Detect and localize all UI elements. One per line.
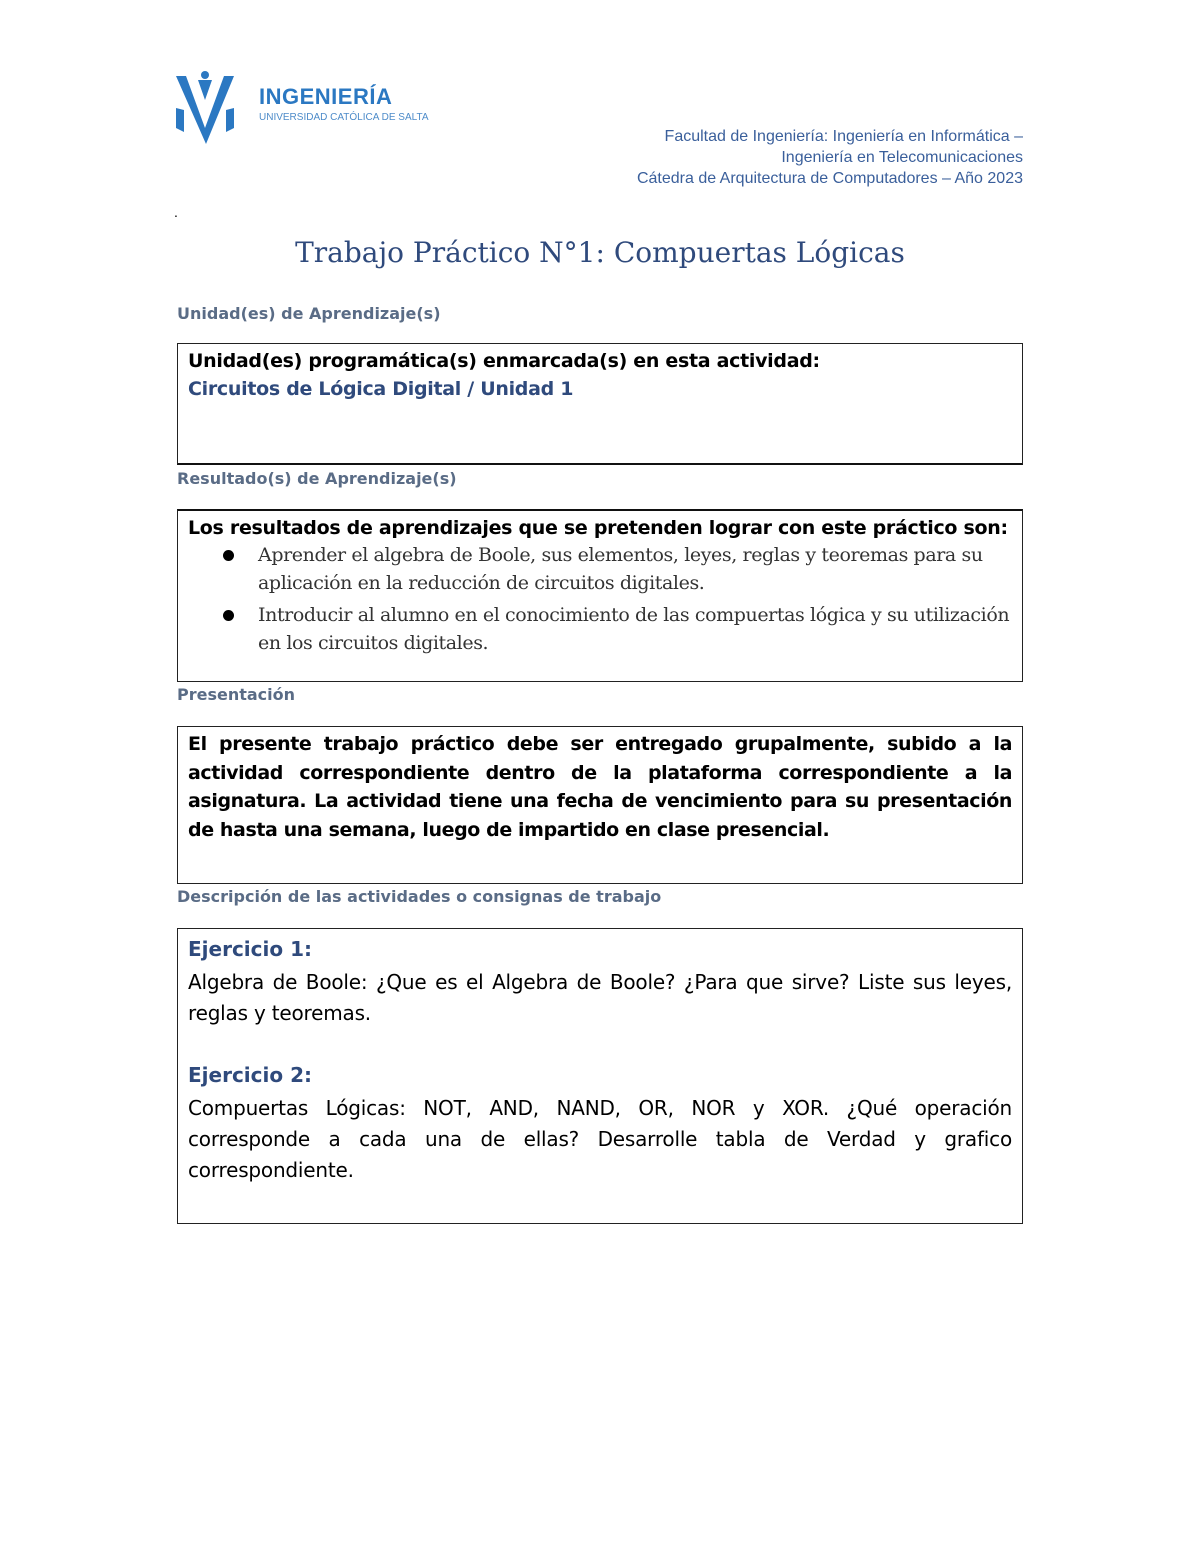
stray-dot: . — [174, 204, 178, 220]
bullet-icon — [223, 610, 234, 621]
exercise-2-title: Ejercicio 2: — [188, 1063, 312, 1087]
results-section-label: Resultado(s) de Aprendizaje(s) — [177, 469, 457, 488]
list-item — [258, 541, 1012, 597]
logo-subtitle: UNIVERSIDAD CATÓLICA DE SALTA — [259, 112, 429, 123]
exercise-1-title: Ejercicio 1: — [188, 937, 312, 961]
activities-section-label: Descripción de las actividades o consignas de trabajo — [177, 887, 662, 906]
presentation-box — [177, 726, 1023, 884]
logo-title: INGENIERÍA — [259, 84, 393, 109]
header-line-3: Cátedra de Arquitectura de Computadores – Año 2023 — [636, 170, 1023, 187]
logo-emblem-icon — [176, 70, 236, 146]
units-section-label: Unidad(es) de Aprendizaje(s) — [177, 304, 441, 323]
presentation-section-label: Presentación — [177, 685, 296, 704]
header-line-1: Facultad de Ingeniería: Ingeniería en Informática – — [664, 128, 1023, 145]
exercise-2-text: Compuertas Lógicas: NOT, AND, NAND, OR, NOR y XOR. ¿Qué operación corresponde a cada una de ellas? Desarrolle tabla de Verdad y grafico correspondiente. — [188, 1096, 1012, 1182]
bullet-icon — [223, 550, 234, 561]
page-title: Trabajo Práctico N°1: Compuertas Lógicas — [295, 236, 905, 269]
result-item-text: Introducir al alumno en el conocimiento de las compuertas lógica y su utilización en los circuitos digitales. — [258, 604, 1010, 654]
results-heading: Los resultados de aprendizajes que se pretenden lograr con este práctico son: — [188, 517, 1008, 539]
exercise-1-text: Algebra de Boole: ¿Que es el Algebra de Boole? ¿Para que sirve? Liste sus leyes, reglas y teoremas. — [188, 970, 1012, 1025]
presentation-text: El presente trabajo práctico debe ser entregado grupalmente, subido a la actividad correspondiente dentro de la plataforma correspondiente a la asignatura. La actividad tiene una fecha de vencimiento para su presentación de hasta una semana, luego de impartido en clase presencial. — [188, 733, 1012, 841]
university-logo — [176, 70, 436, 150]
units-box — [177, 343, 1023, 465]
results-list — [188, 541, 1012, 657]
result-item-text: Aprender el algebra de Boole, sus elementos, leyes, reglas y teoremas para su aplicación en la reducción de circuitos digitales. — [258, 544, 983, 594]
units-heading: Unidad(es) programática(s) enmarcada(s) en esta actividad: — [188, 350, 820, 372]
results-box — [177, 509, 1023, 682]
list-item — [258, 601, 1012, 657]
header-line-2: Ingeniería en Telecomunicaciones — [781, 149, 1023, 166]
activities-box — [177, 928, 1023, 1224]
faculty-header — [503, 126, 1023, 189]
units-value: Circuitos de Lógica Digital / Unidad 1 — [188, 378, 574, 400]
